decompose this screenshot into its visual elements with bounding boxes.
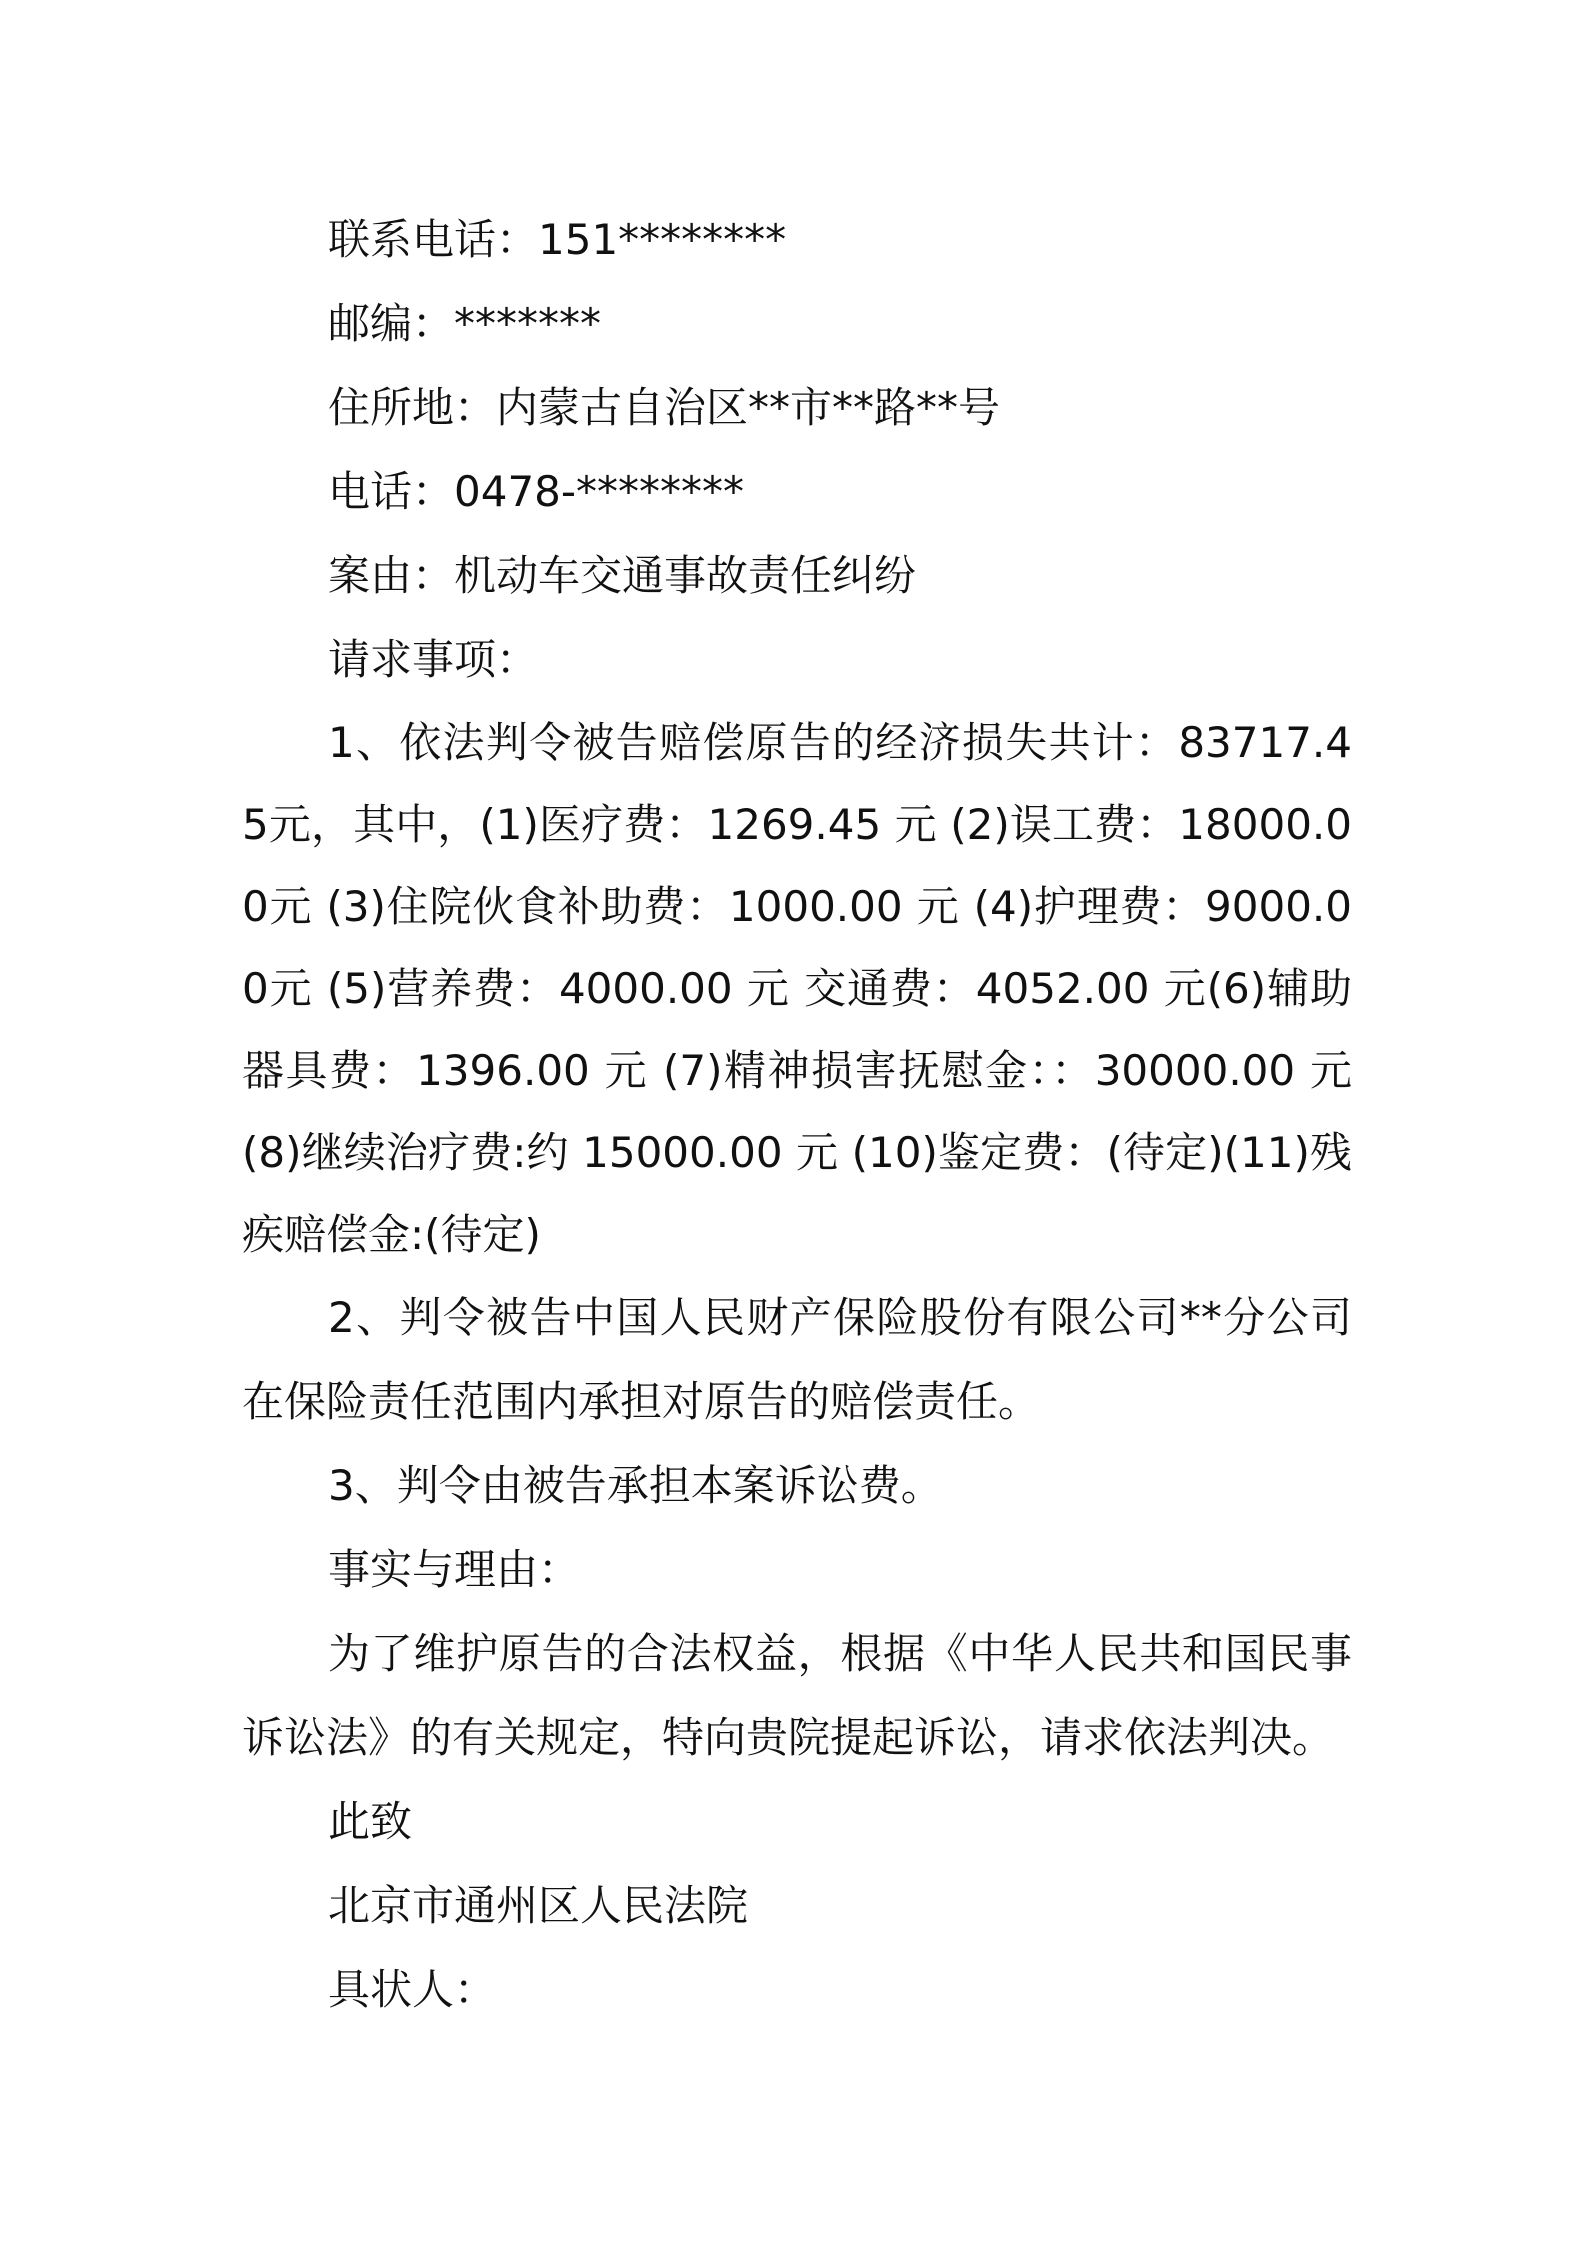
contact-phone-line: 联系电话：151********: [328, 215, 787, 264]
facts-paragraph: 为了维护原告的合法权益，根据《中华人民共和国民事诉讼法》的有关规定，特向贵院提起诉讼，请求依法判决。: [242, 1629, 1352, 1762]
address-line: 住所地：内蒙古自治区**市**路**号: [328, 383, 1001, 432]
postcode-line: 邮编：*******: [328, 299, 602, 348]
court-line: 北京市通州区人民法院: [328, 1881, 749, 1930]
salutation-line: 此致: [328, 1797, 413, 1846]
document-body: [242, 198, 1352, 2032]
signer-line: 具状人：: [328, 1965, 497, 2014]
cause-line: 案由：机动车交通事故责任纠纷: [328, 551, 917, 600]
phone-line: 电话：0478-********: [328, 467, 745, 516]
claim-1-paragraph: 1、依法判令被告赔偿原告的经济损失共计：83717.45元，其中，(1)医疗费：1269.45 元 (2)误工费：18000.00元 (3)住院伙食补助费：1000.00 元 (4)护理费：9000.00元 (5)营养费：4000.00 元 交通费：4052.00 元(6)辅助器具费：1396.00 元 (7)精神损害抚慰金：：30000.00 元 (8)继续治疗费:约 15000.00 元 (10)鉴定费：(待定)(11)残疾赔偿金:(待定): [242, 718, 1352, 1259]
claims-heading: 请求事项：: [328, 635, 539, 684]
facts-heading: 事实与理由：: [328, 1545, 581, 1594]
claim-2-paragraph: 2、判令被告中国人民财产保险股份有限公司**分公司在保险责任范围内承担对原告的赔偿责任。: [242, 1293, 1352, 1426]
claim-3-paragraph: 3、判令由被告承担本案诉讼费。: [328, 1461, 943, 1510]
